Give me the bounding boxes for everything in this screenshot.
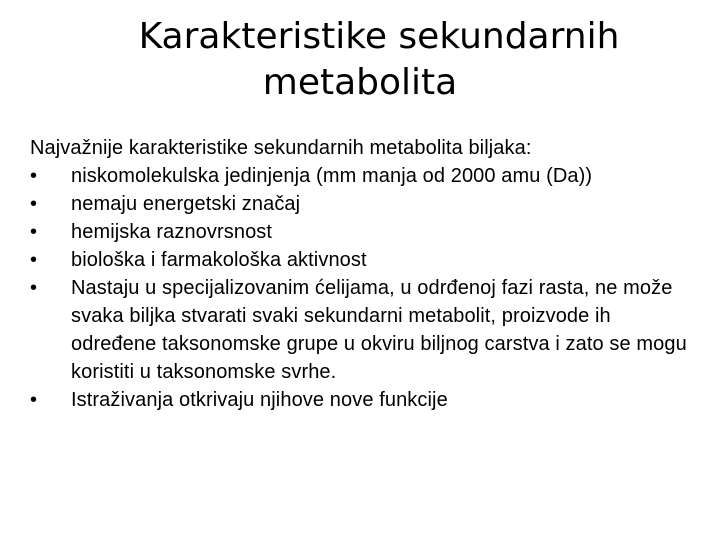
bullet-item	[30, 218, 690, 246]
bullet-icon: •	[30, 249, 38, 271]
slide-title	[30, 14, 690, 106]
bullet-text: hemijska raznovrsnost	[71, 221, 273, 243]
intro-text: Najvažnije karakteristike sekundarnih metabolita biljaka:	[30, 137, 532, 159]
bullet-text: Istraživanja otkrivaju njihove nove funkcije	[71, 389, 448, 411]
bullet-item	[30, 274, 690, 386]
bullet-item	[30, 162, 690, 190]
bullet-item	[30, 246, 690, 274]
bullet-item	[30, 190, 690, 218]
bullet-icon: •	[30, 193, 38, 215]
bullet-item	[30, 386, 690, 414]
bullet-list	[30, 162, 690, 414]
bullet-icon: •	[30, 165, 38, 187]
bullet-icon: •	[30, 277, 38, 299]
bullet-icon: •	[30, 389, 38, 411]
slide-title-line-1: Karakteristike sekundarnih	[138, 16, 620, 57]
bullet-text: biološka i farmakološka aktivnost	[71, 249, 367, 271]
bullet-text: nemaju energetski značaj	[71, 193, 301, 215]
bullet-icon: •	[30, 221, 38, 243]
bullet-text: Nastaju u specijalizovanim ćelijama, u odrđenoj fazi rasta, ne može svaka biljka stvarati svaki sekundarni metabolit, proizvode ih određene taksonomske grupe u okviru biljnog carstva i zato se mogu koristiti u taksonomske svrhe.	[71, 277, 687, 383]
bullet-text: niskomolekulska jedinjenja (mm manja od 2000 amu (Da))	[71, 165, 593, 187]
slide-title-line-2: metabolita	[262, 62, 458, 103]
slide-body	[30, 134, 690, 414]
